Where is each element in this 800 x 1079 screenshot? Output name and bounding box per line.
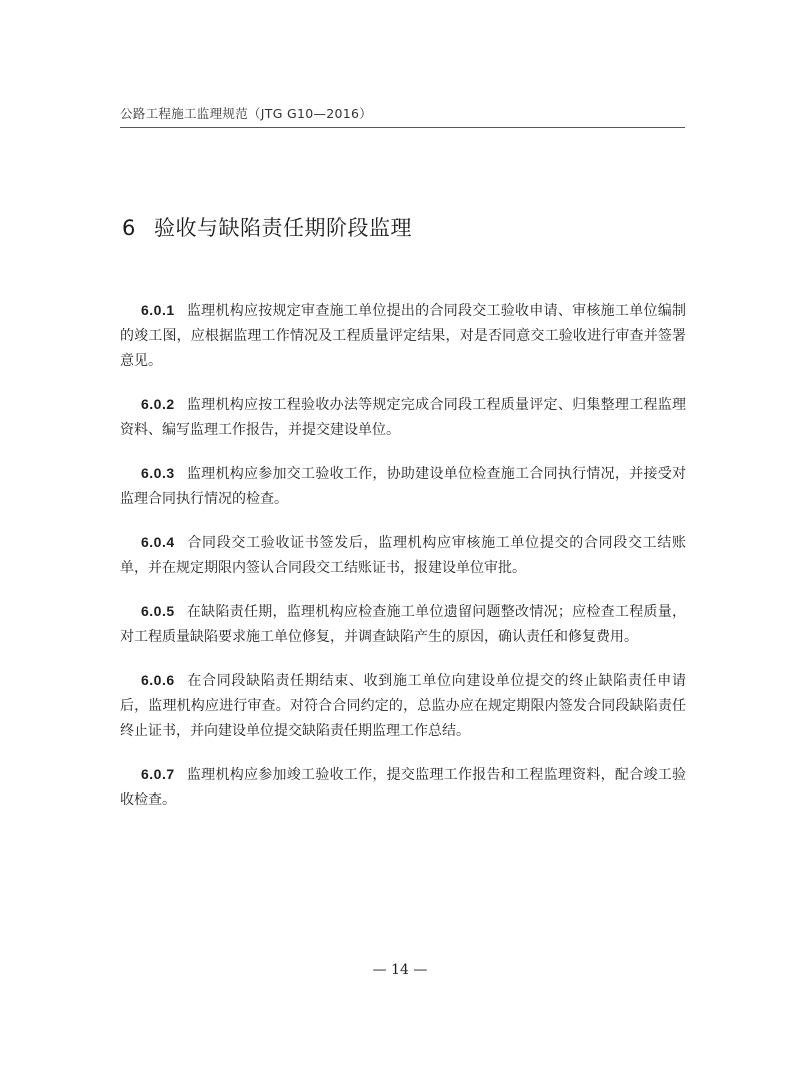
clause-text: 在合同段缺陷责任期结束、收到施工单位向建设单位提交的终止缺陷责任申请后，监理机构应进行审查。对符合合同约定的，总监办应在规定期限内签发合同段缺陷责任终止证书，并向建设单位提交缺陷责任期监理工作总结。 xyxy=(120,673,686,739)
clause-6-0-2 xyxy=(120,392,686,443)
clause-6-0-1 xyxy=(120,298,686,374)
clause-number: 6.0.6 xyxy=(141,672,175,688)
clause-6-0-3 xyxy=(120,461,686,512)
clause-number: 6.0.3 xyxy=(141,465,175,481)
clause-text: 监理机构应参加竣工验收工作，提交监理工作报告和工程监理资料，配合竣工验收检查。 xyxy=(120,767,686,808)
chapter-heading xyxy=(122,212,412,242)
clause-6-0-4 xyxy=(120,530,686,581)
chapter-number: 6 xyxy=(122,216,136,240)
clause-text: 监理机构应按工程验收办法等规定完成合同段工程质量评定、归集整理工程监理资料、编写监理工作报告，并提交建设单位。 xyxy=(120,397,686,438)
clause-number: 6.0.2 xyxy=(141,396,175,412)
clause-list xyxy=(120,298,686,831)
clause-text: 监理机构应参加交工验收工作，协助建设单位检查施工合同执行情况，并接受对监理合同执行情况的检查。 xyxy=(120,466,686,507)
page-number: — 14 — xyxy=(372,962,428,978)
clause-text: 合同段交工验收证书签发后，监理机构应审核施工单位提交的合同段交工结账单，并在规定期限内签认合同段交工结账证书，报建设单位审批。 xyxy=(120,535,686,576)
clause-number: 6.0.4 xyxy=(141,534,175,550)
clause-number: 6.0.5 xyxy=(141,603,175,619)
clause-text: 在缺陷责任期，监理机构应检查施工单位遗留问题整改情况；应检查工程质量，对工程质量缺陷要求施工单位修复，并调查缺陷产生的原因，确认责任和修复费用。 xyxy=(120,604,686,645)
clause-6-0-5 xyxy=(120,599,686,650)
header-divider xyxy=(120,127,685,128)
clause-6-0-7 xyxy=(120,762,686,813)
clause-6-0-6 xyxy=(120,668,686,744)
clause-number: 6.0.7 xyxy=(141,766,175,782)
chapter-title-text: 验收与缺陷责任期阶段监理 xyxy=(154,216,412,240)
clause-text: 监理机构应按规定审查施工单位提出的合同段交工验收申请、审核施工单位编制的竣工图，应根据监理工作情况及工程质量评定结果，对是否同意交工验收进行审查并签署意见。 xyxy=(120,303,686,369)
running-header: 公路工程施工监理规范（JTG G10—2016） xyxy=(120,106,373,121)
clause-number: 6.0.1 xyxy=(141,302,175,318)
